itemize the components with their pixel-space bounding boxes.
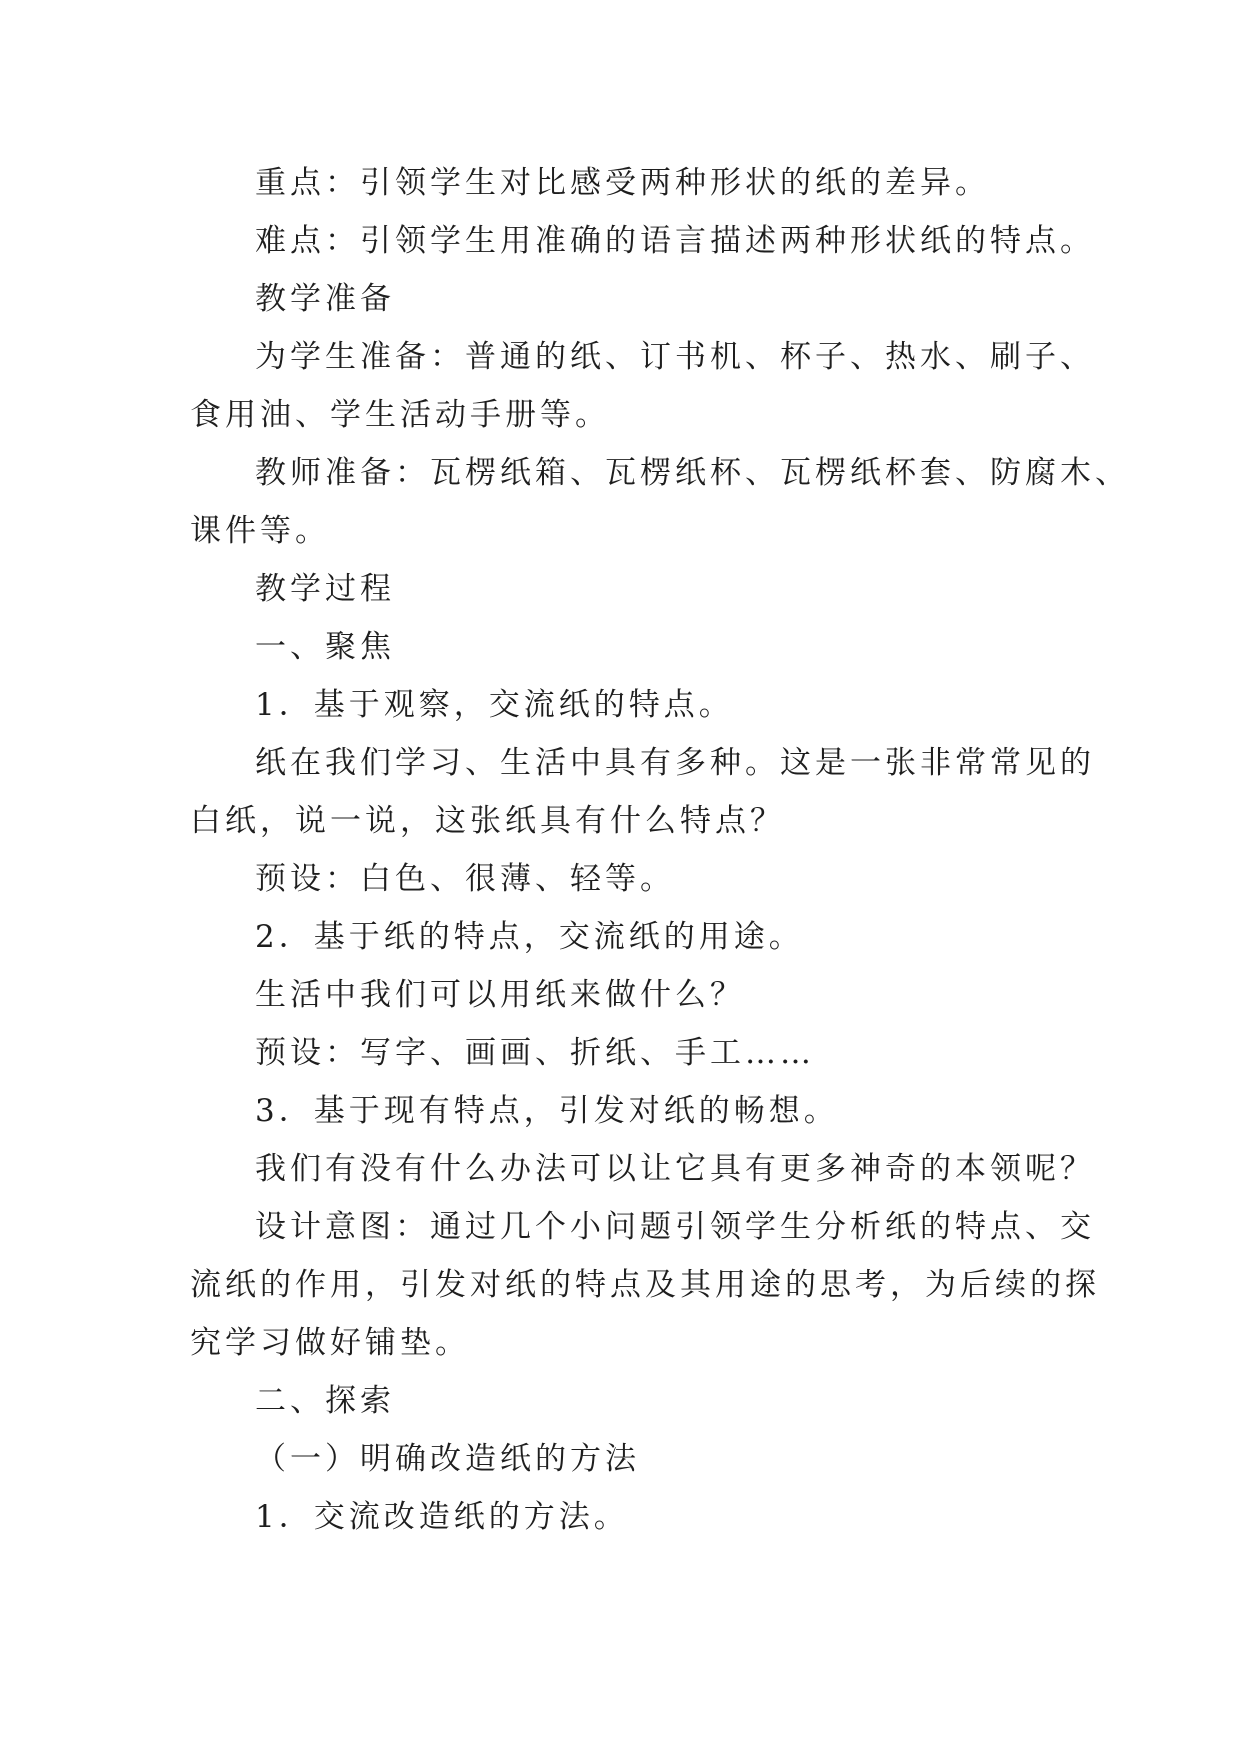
text-line-12: 白纸，说一说，这张纸具有什么特点？ bbox=[190, 803, 785, 839]
heading-explore: 二、探索 bbox=[255, 1383, 395, 1419]
text-line-10: 1．基于观察，交流纸的特点。 bbox=[255, 687, 734, 723]
text-line-11: 纸在我们学习、生活中具有多种。这是一张非常常见的 bbox=[255, 745, 1095, 781]
text-line-5: 食用油、学生活动手册等。 bbox=[190, 397, 610, 433]
text-line-13: 预设：白色、很薄、轻等。 bbox=[255, 861, 675, 897]
heading-method: （一）明确改造纸的方法 bbox=[255, 1441, 640, 1477]
text-line-14: 2．基于纸的特点，交流纸的用途。 bbox=[255, 919, 804, 955]
text-line-17: 3．基于现有特点，引发对纸的畅想。 bbox=[255, 1093, 839, 1129]
text-line-19: 设计意图：通过几个小问题引领学生分析纸的特点、交 bbox=[255, 1209, 1095, 1245]
text-line-21: 究学习做好铺垫。 bbox=[190, 1325, 470, 1361]
heading-teaching-process: 教学过程 bbox=[255, 571, 395, 607]
text-line-20: 流纸的作用，引发对纸的特点及其用途的思考，为后续的探 bbox=[190, 1267, 1100, 1303]
heading-focus: 一、聚焦 bbox=[255, 629, 395, 665]
text-line-24: 1．交流改造纸的方法。 bbox=[255, 1499, 629, 1535]
text-line-7: 课件等。 bbox=[190, 513, 330, 549]
heading-teaching-preparation: 教学准备 bbox=[255, 281, 395, 317]
text-line-1: 重点：引领学生对比感受两种形状的纸的差异。 bbox=[255, 165, 990, 201]
text-line-16: 预设：写字、画画、折纸、手工…… bbox=[255, 1035, 815, 1071]
text-line-2: 难点：引领学生用准确的语言描述两种形状纸的特点。 bbox=[255, 223, 1095, 259]
text-line-4: 为学生准备：普通的纸、订书机、杯子、热水、刷子、 bbox=[255, 339, 1095, 375]
text-line-18: 我们有没有什么办法可以让它具有更多神奇的本领呢？ bbox=[255, 1151, 1095, 1187]
text-line-15: 生活中我们可以用纸来做什么？ bbox=[255, 977, 745, 1013]
text-line-6: 教师准备：瓦楞纸箱、瓦楞纸杯、瓦楞纸杯套、防腐木、 bbox=[255, 455, 1130, 491]
